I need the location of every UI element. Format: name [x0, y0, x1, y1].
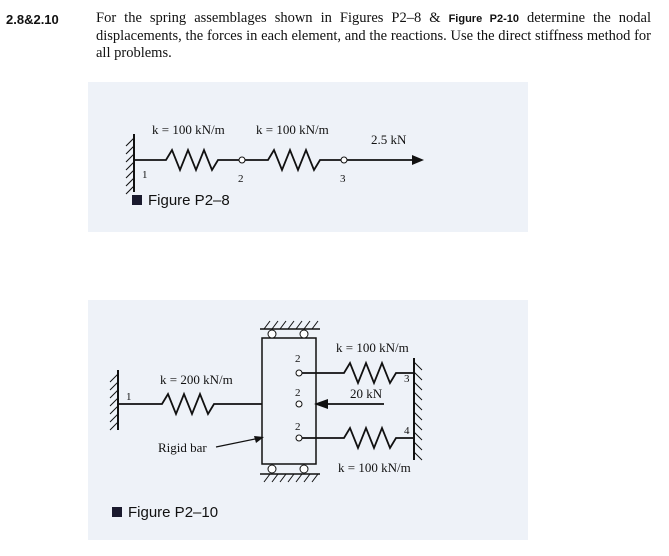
node-2-label: 2 — [238, 173, 244, 185]
figure-p2-8 — [88, 82, 528, 232]
node-1-label: 1 — [126, 391, 132, 403]
applied-force-label: 2.5 kN — [371, 132, 407, 147]
node-3-marker — [341, 157, 347, 163]
caption-square-icon — [112, 507, 122, 517]
node-4-label: 4 — [404, 425, 410, 437]
figure-p2-8-diagram — [88, 82, 528, 232]
node-2-top-label: 2 — [295, 353, 301, 365]
figure-p2-10-diagram — [88, 300, 528, 540]
problem-text-part1: For the spring assemblages shown in Figures P2–8 & — [96, 10, 449, 26]
bar-node-mid-marker — [296, 401, 302, 407]
node-1-label: 1 — [142, 169, 148, 181]
bar-node-bottom-marker — [296, 435, 302, 441]
caption-square-icon — [132, 195, 142, 205]
node-2-mid-label: 2 — [295, 387, 301, 399]
bar-node-top-marker — [296, 370, 302, 376]
node-3-label: 3 — [404, 373, 410, 385]
bottom-spring-stiffness-label: k = 100 kN/m — [338, 460, 411, 475]
figure-p2-8-caption: Figure P2–8 — [148, 192, 230, 209]
node-2-bottom-label: 2 — [295, 421, 301, 433]
spring-1-stiffness-label: k = 100 kN/m — [152, 122, 225, 137]
top-spring-stiffness-label: k = 100 kN/m — [336, 340, 409, 355]
problem-text-part2: determine the nodal displacements, the forces in each element, and the reactions. Use the direct stiffness method for all problems. — [96, 10, 651, 61]
inline-figure-reference: Figure P2-10 — [448, 13, 520, 25]
figure-p2-10-caption: Figure P2–10 — [128, 504, 219, 521]
problem-statement — [96, 10, 651, 62]
rigid-bar-label: Rigid bar — [158, 440, 207, 455]
node-2-marker — [239, 157, 245, 163]
figure-p2-10 — [88, 300, 528, 540]
node-3-label: 3 — [340, 173, 346, 185]
spring-2-stiffness-label: k = 100 kN/m — [256, 122, 329, 137]
left-spring-stiffness-label: k = 200 kN/m — [160, 372, 233, 387]
problem-number: 2.8&2.10 — [6, 12, 59, 27]
applied-force-label: 20 kN — [350, 386, 383, 401]
